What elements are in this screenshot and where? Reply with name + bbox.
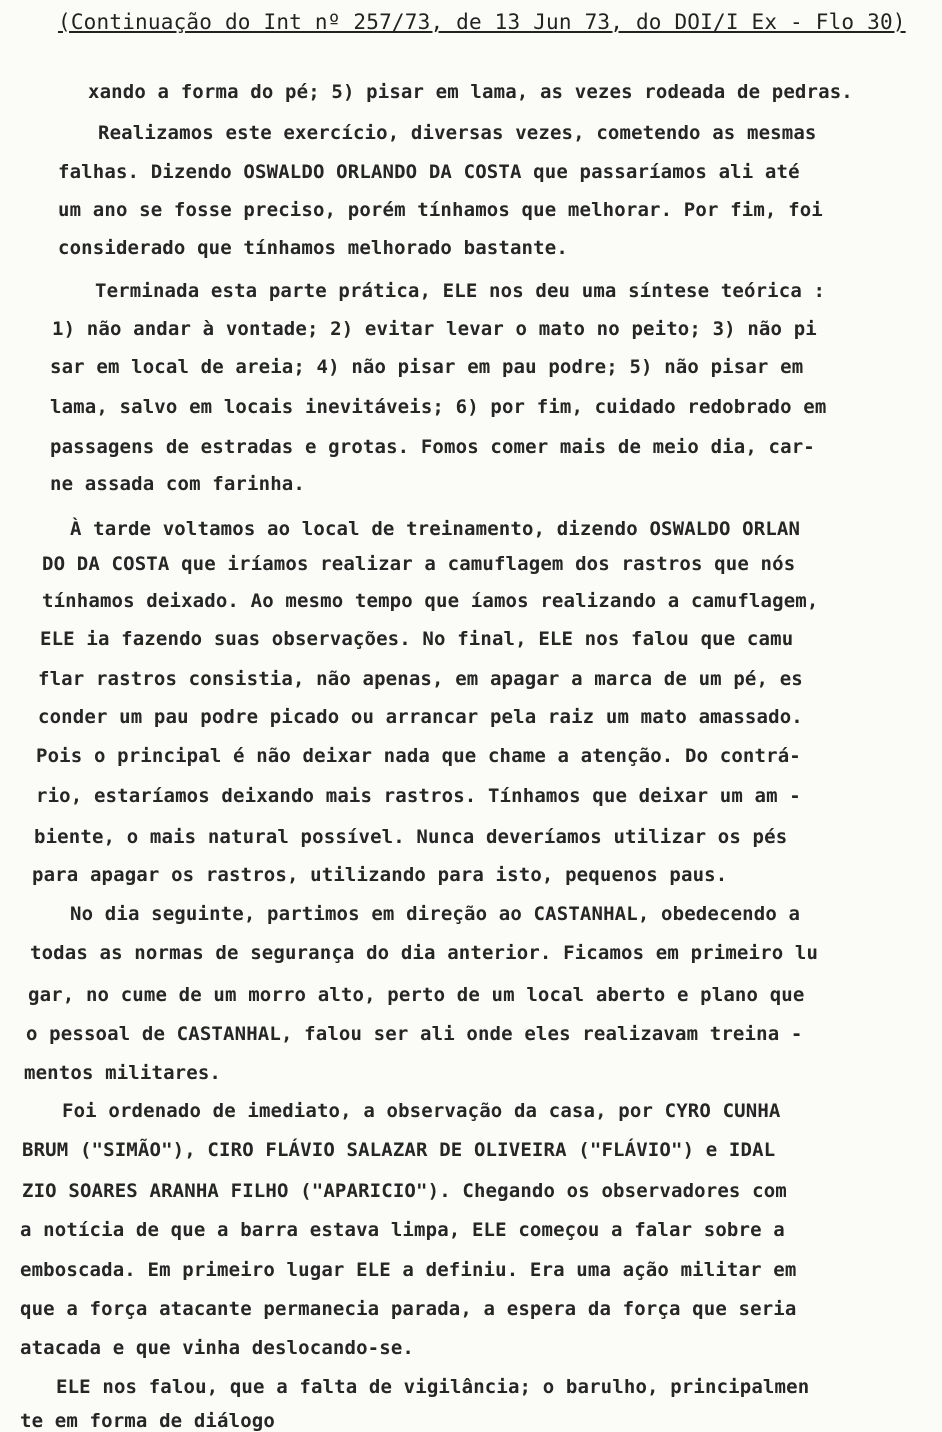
- text-line: Foi ordenado de imediato, a observação da casa, por CYRO CUNHA: [62, 1100, 781, 1122]
- text-line: passagens de estradas e grotas. Fomos comer mais de meio dia, car-: [50, 436, 815, 458]
- text-line: todas as normas de segurança do dia anterior. Ficamos em primeiro lu: [30, 942, 819, 964]
- text-line: gar, no cume de um morro alto, perto de um local aberto e plano que: [28, 984, 805, 1006]
- continuation-header: (Continuação do Int nº 257/73, de 13 Jun 73, do DOI/I Ex - Flo 30): [58, 10, 906, 34]
- text-line: o pessoal de CASTANHAL, falou ser ali onde eles realizavam treina -: [26, 1023, 803, 1045]
- text-line: No dia seguinte, partimos em direção ao CASTANHAL, obedecendo a: [70, 903, 801, 925]
- text-line: Terminada esta parte prática, ELE nos deu uma síntese teórica :: [95, 280, 826, 302]
- text-line: te em forma de diálogo: [20, 1410, 275, 1432]
- text-line: mentos militares.: [24, 1062, 222, 1084]
- text-line: considerado que tínhamos melhorado bastante.: [58, 237, 568, 259]
- text-line: conder um pau podre picado ou arrancar pela raiz um mato amassado.: [38, 706, 803, 728]
- text-line: emboscada. Em primeiro lugar ELE a definiu. Era uma ação militar em: [20, 1259, 797, 1281]
- text-line: rio, estaríamos deixando mais rastros. Tínhamos que deixar um am -: [36, 785, 801, 807]
- text-line: tínhamos deixado. Ao mesmo tempo que íamos realizando a camuflagem,: [42, 590, 819, 612]
- text-line: biente, o mais natural possível. Nunca deveríamos utilizar os pés: [34, 826, 788, 848]
- text-line: a notícia de que a barra estava limpa, ELE começou a falar sobre a: [20, 1219, 785, 1241]
- text-line: Pois o principal é não deixar nada que chame a atenção. Do contrá-: [36, 745, 801, 767]
- text-line: À tarde voltamos ao local de treinamento, dizendo OSWALDO ORLAN: [70, 518, 801, 540]
- text-line: ELE ia fazendo suas observações. No final, ELE nos falou que camu: [40, 628, 794, 650]
- text-line: ZIO SOARES ARANHA FILHO ("APARICIO"). Chegando os observadores com: [22, 1180, 787, 1202]
- text-line: que a força atacante permanecia parada, a espera da força que seria: [20, 1298, 797, 1320]
- text-line: flar rastros consistia, não apenas, em apagar a marca de um pé, es: [38, 668, 803, 690]
- text-line: para apagar os rastros, utilizando para isto, pequenos paus.: [32, 864, 728, 886]
- text-line: xando a forma do pé; 5) pisar em lama, as vezes rodeada de pedras.: [88, 81, 853, 103]
- text-line: DO DA COSTA que iríamos realizar a camuflagem dos rastros que nós: [42, 553, 796, 575]
- text-line: 1) não andar à vontade; 2) evitar levar o mato no peito; 3) não pi: [52, 318, 817, 340]
- text-line: falhas. Dizendo OSWALDO ORLANDO DA COSTA que passaríamos ali até: [58, 161, 800, 183]
- text-line: ne assada com farinha.: [50, 473, 305, 495]
- text-line: lama, salvo em locais inevitáveis; 6) por fim, cuidado redobrado em: [50, 396, 827, 418]
- text-line: ELE nos falou, que a falta de vigilância; o barulho, principalmen: [56, 1376, 810, 1398]
- text-line: Realizamos este exercício, diversas vezes, cometendo as mesmas: [98, 122, 817, 144]
- text-line: BRUM ("SIMÃO"), CIRO FLÁVIO SALAZAR DE OLIVEIRA ("FLÁVIO") e IDAL: [22, 1139, 776, 1161]
- text-line: sar em local de areia; 4) não pisar em pau podre; 5) não pisar em: [50, 356, 804, 378]
- text-line: um ano se fosse preciso, porém tínhamos que melhorar. Por fim, foi: [58, 199, 823, 221]
- text-line: atacada e que vinha deslocando-se.: [20, 1337, 415, 1359]
